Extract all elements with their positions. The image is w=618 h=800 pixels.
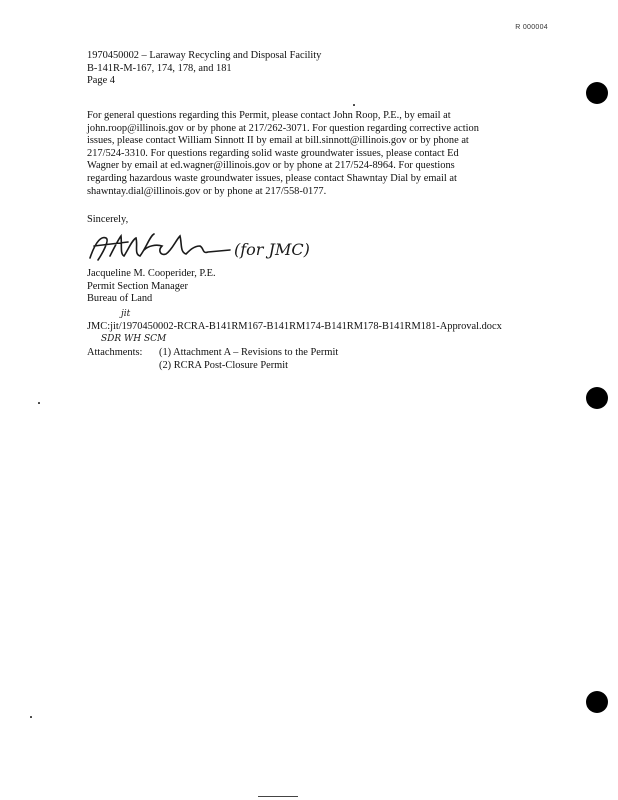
handwritten-signature — [88, 228, 338, 268]
letter-header — [87, 50, 321, 88]
paragraph-line: shawntay.dial@illinois.gov or by phone at 217/558-0177. — [87, 185, 327, 197]
page-id-stamp: R 000004 — [515, 24, 548, 31]
attachments-block — [87, 347, 338, 372]
page-number-line: Page 4 — [87, 75, 115, 87]
scan-speck — [353, 104, 355, 106]
binder-hole — [586, 82, 608, 104]
paragraph-line: For general questions regarding this Permit, please contact John Roop, P.E., by email at — [87, 110, 451, 121]
signer-title: Permit Section Manager — [87, 280, 188, 292]
attachments-label: Attachments: — [87, 347, 143, 358]
file-reference-line: JMC:jit/1970450002-RCRA-B141RM167-B141RM174-B141RM178-B141RM181-Approval.docx — [87, 321, 502, 332]
closing-salutation: Sincerely, — [87, 214, 129, 225]
facility-line: 1970450002 – Laraway Recycling and Disposal Facility — [87, 50, 322, 61]
paragraph-line: Wagner by email at ed.wagner@illinois.gov or by phone at 217/524-8964. For questions — [87, 160, 455, 172]
signer-name: Jacqueline M. Cooperider, P.E. — [87, 268, 216, 279]
paragraph-line: issues, please contact William Sinnott II by email at bill.sinnott@illinois.gov or by phone at — [87, 135, 469, 147]
binder-hole — [586, 691, 608, 713]
paragraph-line: regarding hazardous waste groundwater issues, please contact Shawntay Dial by email at — [87, 172, 457, 184]
scan-speck — [38, 402, 40, 404]
permit-number-line: B-141R-M-167, 174, 178, and 181 — [87, 62, 232, 74]
initials-bottom: SDR WH SCM — [101, 334, 167, 344]
contact-paragraph — [87, 110, 537, 198]
signature-annotation: (for JMC) — [234, 240, 310, 259]
paragraph-line: 217/524-3310. For questions regarding solid waste groundwater issues, please contact Ed — [87, 147, 459, 159]
scan-speck — [30, 716, 32, 718]
paragraph-line: john.roop@illinois.gov or by phone at 217/262-3071. For question regarding corrective action — [87, 122, 479, 134]
attachment-item: (1) Attachment A – Revisions to the Permit — [159, 347, 339, 358]
binder-hole — [586, 387, 608, 409]
scan-edge-mark — [258, 796, 298, 797]
attachment-item: (2) RCRA Post-Closure Permit — [159, 359, 289, 371]
signer-bureau: Bureau of Land — [87, 293, 153, 305]
signer-block — [87, 268, 216, 306]
initials-top: jit — [121, 309, 131, 319]
